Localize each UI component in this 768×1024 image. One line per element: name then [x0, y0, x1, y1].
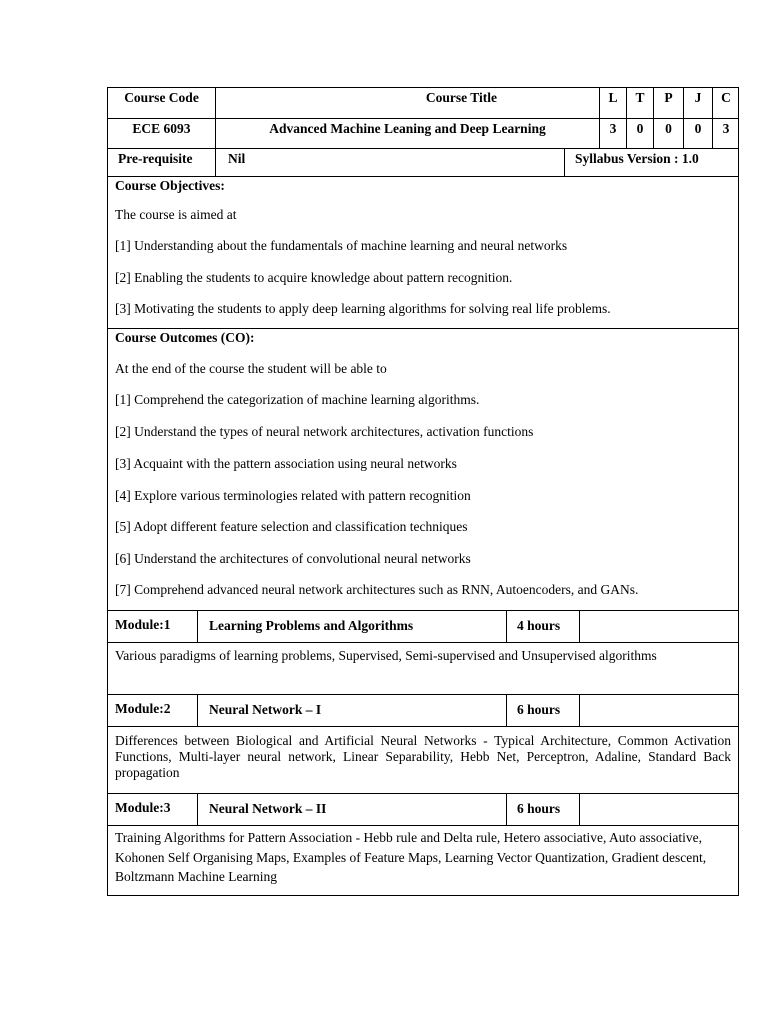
outcomes-intro: At the end of the course the student will be able to [115, 361, 387, 376]
module-1-label-cell [108, 611, 197, 642]
syllabus-table [107, 87, 739, 896]
module-3-description-row [107, 826, 739, 896]
t-header [626, 88, 653, 118]
course-title: Advanced Machine Leaning and Deep Learning [269, 121, 546, 136]
t-value-cell [626, 119, 653, 148]
j-header [683, 88, 712, 118]
p-value-cell [653, 119, 683, 148]
module-3-hours-cell [506, 794, 579, 825]
p-header [653, 88, 683, 118]
module-1-title-cell [197, 611, 506, 642]
course-title-cell [215, 119, 599, 148]
l-label: L [608, 90, 618, 105]
l-value: 3 [609, 121, 617, 136]
c-value: 3 [722, 121, 730, 136]
module-hours: 6 hours [517, 801, 561, 816]
objective-item: [2] Enabling the students to acquire knowledge about pattern recognition. [115, 270, 513, 285]
prerequisite-value-cell [215, 149, 564, 176]
module-2-hours-cell [506, 695, 579, 726]
prerequisite-row [107, 149, 739, 177]
module-1-hours-cell [506, 611, 579, 642]
outcomes-heading: Course Outcomes (CO): [115, 330, 255, 345]
prerequisite-label-cell [108, 149, 215, 176]
t-value: 0 [636, 121, 644, 136]
objective-item: [3] Motivating the students to apply deep learning algorithms for solving real life problems. [115, 301, 611, 316]
module-1-blank-cell [579, 611, 739, 642]
module-3-header-row [107, 794, 739, 826]
p-value: 0 [665, 121, 672, 136]
syllabus-version-cell [564, 149, 739, 176]
prerequisite-value: Nil [228, 151, 246, 166]
outcome-item: [4] Explore various terminologies related with pattern recognition [115, 488, 471, 503]
outcome-item: [5] Adopt different feature selection and classification techniques [115, 519, 468, 534]
module-title: Learning Problems and Algorithms [209, 618, 414, 633]
outcomes-section [107, 329, 739, 611]
header-row [107, 87, 739, 119]
module-description: Training Algorithms for Pattern Association - Hebb rule and Delta rule, Hetero associative, Auto associative, Kohonen Self Organising Maps, Examples of Feature Maps, Learning Vector Quantization, Gradient descent, Boltzmann Machine Learning [115, 830, 707, 884]
l-header [599, 88, 626, 118]
j-label: J [694, 90, 702, 105]
c-label: C [721, 90, 731, 105]
module-3-label-cell [108, 794, 197, 825]
syllabus-version: Syllabus Version : 1.0 [575, 151, 699, 166]
module-label: Module:1 [115, 617, 171, 632]
module-description: Differences between Biological and Artificial Neural Networks - Typical Architecture, Common Activation Functions, Multi-layer neural network, Linear Separability, Hebb Net, Perceptron, Adaline, Standard Back propagation [115, 733, 731, 780]
c-header [712, 88, 739, 118]
objective-item: [1] Understanding about the fundamentals of machine learning and neural networks [115, 238, 568, 253]
t-label: T [635, 90, 645, 105]
course-code-header [108, 88, 215, 118]
course-code: ECE 6093 [132, 121, 191, 136]
module-2-blank-cell [579, 695, 739, 726]
module-3-blank-cell [579, 794, 739, 825]
module-hours: 4 hours [517, 618, 561, 633]
module-label: Module:2 [115, 701, 171, 716]
course-code-cell [108, 119, 215, 148]
objectives-heading: Course Objectives: [115, 178, 225, 193]
j-value-cell [683, 119, 712, 148]
module-label: Module:3 [115, 800, 171, 815]
outcome-item: [3] Acquaint with the pattern association using neural networks [115, 456, 457, 471]
l-value-cell [599, 119, 626, 148]
outcome-item: [7] Comprehend advanced neural network architectures such as RNN, Autoencoders, and GANs. [115, 582, 639, 597]
j-value: 0 [694, 121, 702, 136]
course-row [107, 119, 739, 149]
module-2-header-row [107, 695, 739, 727]
module-title: Neural Network – II [209, 801, 327, 816]
objectives-section [107, 177, 739, 329]
p-label: P [664, 90, 673, 105]
module-1-description-row [107, 643, 739, 695]
module-2-title-cell [197, 695, 506, 726]
module-1-header-row [107, 611, 739, 643]
course-title-label: Course Title [425, 90, 498, 105]
module-title: Neural Network – I [209, 702, 322, 717]
module-description: Various paradigms of learning problems, Supervised, Semi-supervised and Unsupervised algorithms [115, 648, 657, 663]
c-value-cell [712, 119, 739, 148]
outcome-item: [6] Understand the architectures of convolutional neural networks [115, 551, 471, 566]
outcome-item: [1] Comprehend the categorization of machine learning algorithms. [115, 392, 480, 407]
course-code-label: Course Code [124, 90, 199, 105]
outcome-item: [2] Understand the types of neural network architectures, activation functions [115, 424, 534, 439]
module-3-title-cell [197, 794, 506, 825]
objectives-intro: The course is aimed at [115, 207, 237, 222]
module-2-description-row [107, 727, 739, 794]
module-hours: 6 hours [517, 702, 561, 717]
prerequisite-label: Pre-requisite [118, 151, 193, 166]
module-2-label-cell [108, 695, 197, 726]
